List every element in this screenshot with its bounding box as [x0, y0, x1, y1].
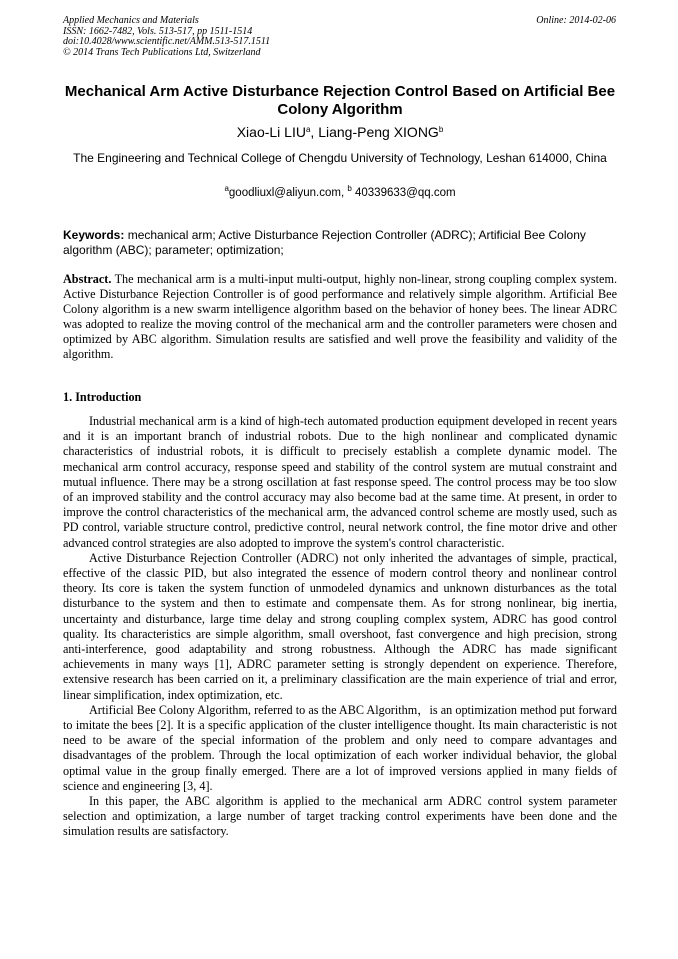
- online-date: Online: 2014-02-06: [536, 15, 616, 26]
- section-body: [63, 414, 617, 840]
- abstract-block: [63, 272, 617, 362]
- affiliation: The Engineering and Technical College of Chengdu University of Technology, Leshan 614000, China: [73, 151, 607, 165]
- keywords-text: mechanical arm; Active Disturbance Rejection Controller (ADRC); Artificial Bee Colony algorithm (ABC); parameter; optimization;: [63, 228, 586, 257]
- email-superscript: a: [224, 184, 229, 193]
- email-line: [63, 186, 617, 200]
- author-superscript: a: [305, 125, 311, 134]
- abstract-label: Abstract.: [63, 272, 112, 286]
- abstract-text: The mechanical arm is a multi-input multi-output, highly non-linear, strong coupling complex system. Active Disturbance Rejection Controller is of good performance and relatively simple algorithm. Artificial Bee Colony algorithm is a new swarm intelligence algorithm based on the behavior of honey bees. The linear ADRC was adopted to realize the moving control of the mechanical arm and the controller parameters were chosen and optimized by ABC algorithm. Simulation results are satisfied and well prove the feasibility and validity of the algorithm.: [63, 272, 617, 361]
- author-separator: ,: [310, 124, 319, 140]
- issn-line: ISSN: 1662-7482, Vols. 513-517, pp 1511-1514: [63, 25, 253, 37]
- email-address: 40339633@qq.com: [351, 187, 456, 199]
- section-heading: 1. Introduction: [63, 390, 142, 404]
- body-paragraph: Artificial Bee Colony Algorithm, referred to as the ABC Algorithm，is an optimization method put forward to imitate the bees [2]. It is a specific application of the cluster intelligence thought. Its main characteristic is not need to be aware of the special information of the problem and only need to compare advantages and disadvantages of the problem. Through the local optimization of each worker individual behavior, the global optimal value in the group finally emerged. There are a lot of improved versions applied in many fields of science and engineering [3, 4].: [63, 702, 617, 793]
- journal-header: [63, 16, 616, 58]
- author-superscript: b: [438, 125, 444, 134]
- copyright-line: © 2014 Trans Tech Publications Ltd, Switzerland: [63, 46, 261, 58]
- body-paragraph: Industrial mechanical arm is a kind of high-tech automated production equipment developed in recent years and it is an important branch of industrial robots. Due to the high nonlinear and complicated dynamic characteristics of industrial robots, it is difficult to precisely establish a complete dynamic model. The mechanical arm control accuracy, response speed and stability of the control system are mutual constraint and mutual influence. There may be a strong oscillation at fast response speed. The control process may be too slow of an improved stability and the control accuracy may also become bad at the same time. At present, in order to improve the control characteristics of the mechanical arm, the advanced control scheme are mostly used, such as PD control, variable structure control, predictive control, neural network control, the fine motor drive and other advanced control strategies are also adopted to improve the system's control characteristic.: [63, 414, 617, 550]
- journal-name: Applied Mechanics and Materials: [63, 15, 199, 26]
- email-address: goodliuxl@aliyun.com,: [228, 187, 348, 199]
- doi-line: doi:10.4028/www.scientific.net/AMM.513-517.1511: [63, 36, 271, 48]
- email-superscript: b: [347, 184, 352, 193]
- keywords-label: Keywords:: [63, 228, 125, 242]
- author-name: Xiao-Li LIU: [236, 124, 306, 140]
- paper-title: Mechanical Arm Active Disturbance Rejection Control Based on Artificial Bee Colony Algorithm: [64, 83, 616, 118]
- body-paragraph: In this paper, the ABC algorithm is applied to the mechanical arm ADRC control system parameter selection and optimization, a large number of target tracking control experiments have been done and the simulation results are satisfactory.: [63, 794, 617, 839]
- author-name: Liang-Peng XIONG: [318, 124, 439, 140]
- body-paragraph: Active Disturbance Rejection Controller (ADRC) not only inherited the advantages of simple, practical, effective of the classic PID, but also integrated the essence of modern control theory and nonlinear control theory. Its core is taken the system function of unmodeled dynamics and unknown disturbances as the total disturbance to the system and then to estimate and compensate them. As for strong nonlinear, big inertia, uncertainty and disturbance, large time delay and strong coupling complex system, ADRC has good control quality. Its characteristics are simple algorithm, small overshoot, fast convergence and high precision, strong anti-interference, good adaptability and strong robustness. Although the ADRC has made significant achievements in many ways [1], ADRC parameter setting is strongly dependent on experience. Therefore, extensive research has been carried on it, a preliminary classification are the main experience of trial and error, linear simplification, index optimization, etc.: [63, 550, 617, 702]
- keywords-block: [63, 228, 617, 258]
- author-list: [40, 124, 640, 141]
